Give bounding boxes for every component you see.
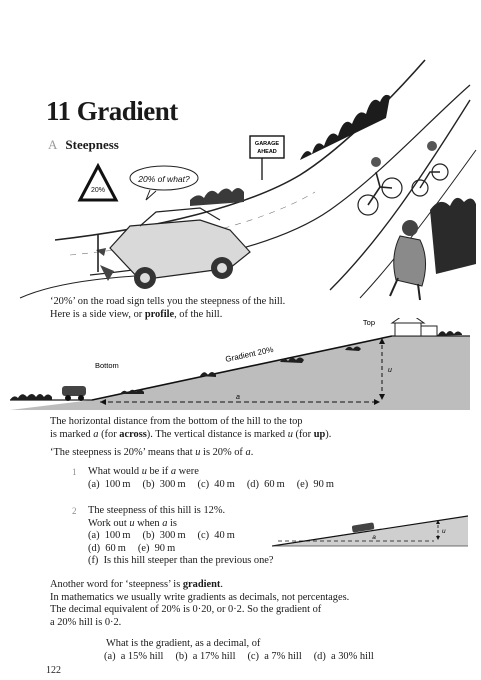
- bold-up: up: [313, 428, 326, 440]
- t: Work out: [88, 517, 130, 529]
- hill-profile-diagram: [0, 318, 481, 414]
- question-1-number: 1: [72, 467, 77, 477]
- question-1: [72, 466, 346, 491]
- intro-text-end: , of the hill.: [174, 308, 223, 320]
- section-title: Steepness: [65, 137, 119, 152]
- t: ‘The steepness is 20%’ means that: [50, 447, 196, 459]
- option-c: (c) 40 m: [197, 478, 235, 490]
- garage-sign: [250, 136, 284, 180]
- t: (for: [98, 428, 120, 440]
- question-2-number: 2: [72, 506, 77, 516]
- profile-label-a: a: [236, 394, 240, 401]
- page-number: 122: [46, 665, 61, 676]
- option-b: (b) 300 m: [142, 530, 186, 542]
- t: ). The vertical distance is marked: [146, 428, 288, 440]
- t: is marked: [50, 428, 94, 440]
- question-2-options-row-1: [88, 530, 274, 543]
- var-u: u: [129, 517, 135, 529]
- gradient-line-4: a 20% hill is 0·2.: [50, 616, 122, 628]
- option-c: (c) a 7% hill: [247, 650, 302, 662]
- profile-label-u: u: [388, 367, 392, 374]
- garage-sign-line-1: GARAGE: [254, 141, 280, 147]
- sign-text: 20%: [90, 187, 106, 194]
- option-e: (e) 90 m: [296, 478, 334, 490]
- question-2-line-1: The steepness of this hill is 12%.: [88, 505, 226, 516]
- explanation-line-1: The horizontal distance from the bottom of the hill to the top: [50, 416, 303, 427]
- gradient-line-1: [50, 579, 349, 592]
- intro-bold-profile: profile: [144, 308, 175, 320]
- bold-gradient: gradient: [182, 579, 221, 590]
- var-a: a: [245, 447, 251, 459]
- var-u: u: [195, 447, 201, 459]
- profile-label-bottom: Bottom: [95, 361, 119, 370]
- speech-bubble: [130, 166, 198, 200]
- bold-across: across: [119, 428, 147, 440]
- var-a: a: [93, 428, 99, 440]
- t: What would: [88, 466, 142, 477]
- option-d: (d) 60 m: [246, 478, 285, 490]
- option-b: (b) a 17% hill: [175, 650, 236, 662]
- question-2-hill-diagram: [272, 512, 468, 550]
- section-letter: A: [48, 137, 58, 152]
- chapter-number: 11: [46, 96, 71, 126]
- profile-label-top: Top: [362, 318, 375, 327]
- warning-sign: [80, 166, 116, 272]
- var-a: a: [162, 517, 168, 529]
- question-1-options: [88, 479, 346, 492]
- question-3-stem: What is the gradient, as a decimal, of: [106, 638, 261, 649]
- option-c: (c) 40 m: [197, 530, 235, 542]
- question-1-stem: [88, 466, 346, 479]
- option-e: (e) 90 m: [137, 542, 176, 554]
- chapter-title-text: Gradient: [76, 96, 178, 126]
- gradient-line-2: In mathematics we usually write gradients as decimals, not percentages.: [50, 591, 350, 603]
- profile-garage-icon: [392, 318, 437, 336]
- option-a: (a) 100 m: [88, 478, 131, 490]
- t: .: [250, 447, 254, 459]
- option-a: (a) 100 m: [88, 530, 131, 542]
- profile-car-icon: [62, 386, 86, 401]
- var-a: a: [170, 466, 177, 477]
- option-d: (d) a 30% hill: [313, 650, 374, 662]
- intro-text: Here is a side view, or: [50, 308, 145, 320]
- option-b: (b) 300 m: [142, 478, 186, 490]
- t: .: [220, 579, 223, 590]
- gradient-paragraph: [50, 579, 349, 629]
- t: were: [176, 466, 199, 477]
- t: is: [167, 517, 177, 529]
- t: Another word for ‘steepness’ is: [50, 579, 183, 590]
- explanation-line-2: [50, 429, 331, 442]
- t: is 20% of: [200, 447, 246, 459]
- question-2-label-u: u: [442, 528, 446, 535]
- question-2-options-row-2: [88, 543, 274, 556]
- explanation-line-3: [50, 447, 331, 460]
- t: be if: [146, 466, 171, 477]
- gradient-line-3: The decimal equivalent of 20% is 0·20, or 0·2. So the gradient of: [50, 604, 322, 616]
- t: (for: [292, 428, 314, 440]
- var-u: u: [287, 428, 293, 440]
- question-2-line-2: [88, 518, 274, 531]
- profile-label-gradient: Gradient 20%: [224, 344, 275, 364]
- question-2-label-a: a: [372, 534, 376, 541]
- explanation-paragraph: [50, 416, 331, 460]
- question-2: [72, 505, 274, 568]
- cyclists-drawing: [358, 141, 448, 215]
- speech-bubble-text: 20% of what?: [138, 174, 190, 184]
- option-d: (d) 60 m: [88, 542, 126, 554]
- t: ).: [325, 428, 332, 440]
- garage-sign-line-2: AHEAD: [257, 149, 277, 155]
- resting-cyclist-drawing: [390, 220, 426, 300]
- var-u: u: [141, 466, 147, 477]
- question-3: [106, 638, 386, 663]
- question-3-options: [104, 651, 386, 664]
- option-a: (a) a 15% hill: [104, 650, 164, 662]
- question-2-part-f: (f) Is this hill steeper than the previous one?: [88, 555, 274, 567]
- hill-cartoon-illustration: [0, 40, 481, 302]
- t: when: [134, 517, 163, 529]
- intro-line-1: ‘20%’ on the road sign tells you the steepness of the hill.: [50, 296, 286, 307]
